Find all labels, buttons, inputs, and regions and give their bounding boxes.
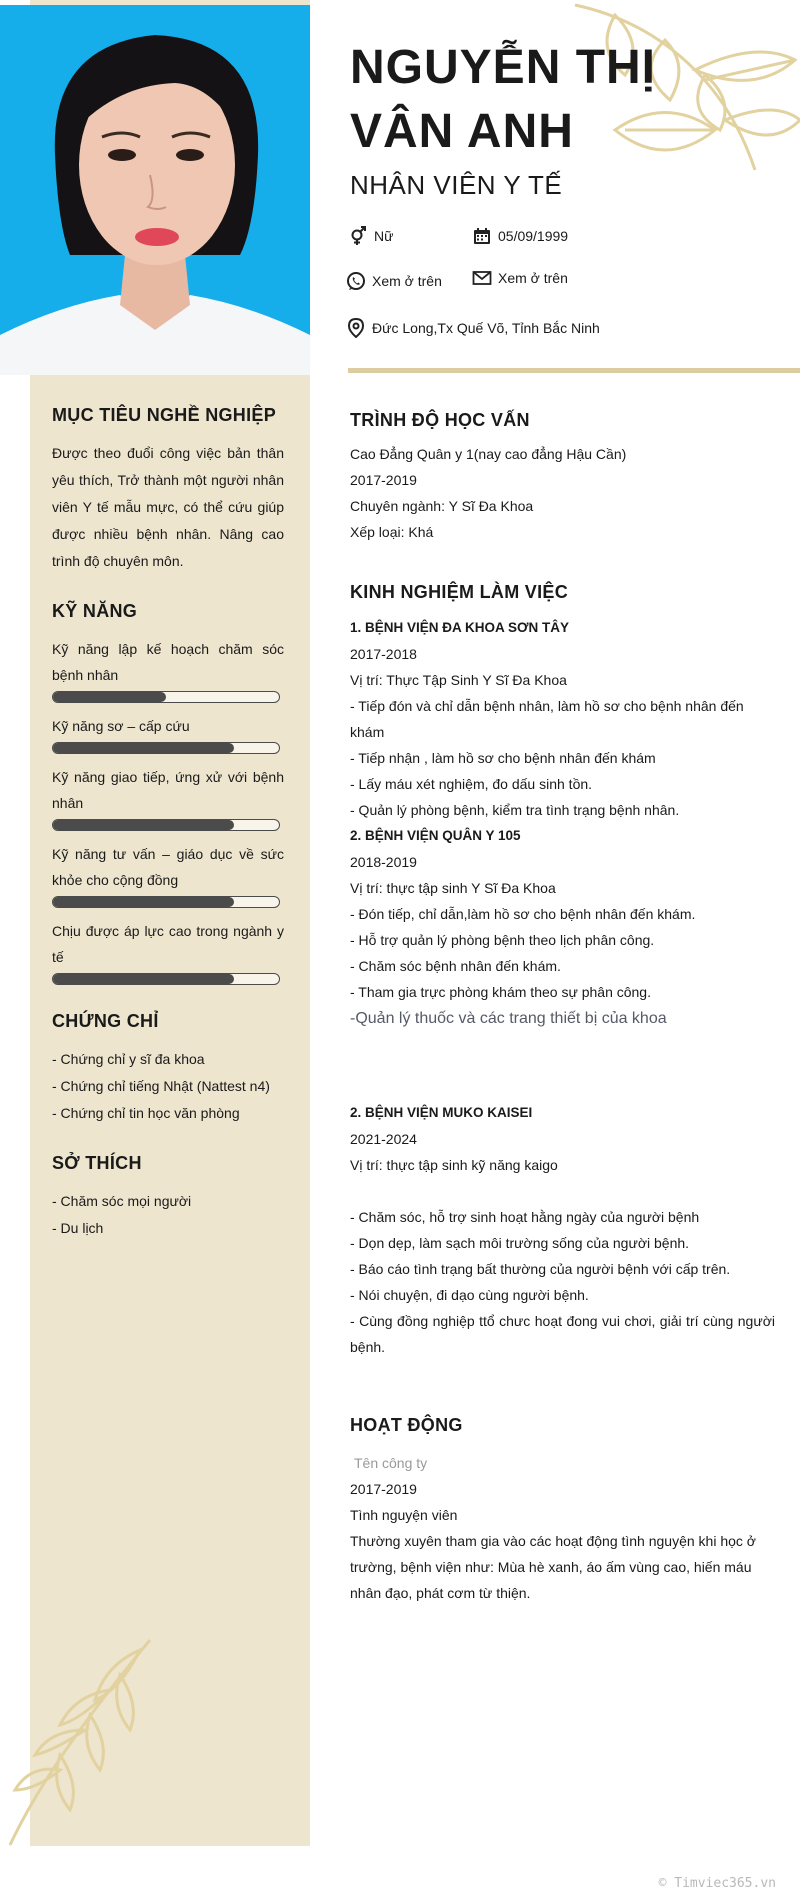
- leaf-decoration-icon: [0, 1630, 170, 1850]
- skill-item: [52, 636, 284, 703]
- job-duty: - Tham gia trực phòng khám theo sự phân công.: [350, 984, 651, 1000]
- job-company: 2. BỆNH VIỆN MUKO KAISEI: [350, 1105, 533, 1120]
- skill-label: Chịu được áp lực cao trong ngành y tế: [52, 923, 284, 965]
- activity-organization: Tên công ty: [354, 1455, 428, 1471]
- job-duty: - Tiếp đón và chỉ dẫn bệnh nhân, làm hồ sơ cho bệnh nhân đến khám: [350, 698, 744, 740]
- hobby-item: - Du lịch: [52, 1220, 104, 1236]
- gender-icon: [348, 226, 368, 246]
- job-duty: - Nói chuyện, đi dạo cùng người bệnh.: [350, 1287, 589, 1303]
- skill-item: [52, 841, 284, 908]
- skill-item: [52, 918, 284, 985]
- objective-title: MỤC TIÊU NGHỀ NGHIỆP: [52, 405, 277, 425]
- job-company: 2. BỆNH VIỆN QUÂN Y 105: [350, 828, 521, 843]
- job-position: Vị trí: Thực Tập Sinh Y Sĩ Đa Khoa: [350, 672, 567, 688]
- job-company: 1. BỆNH VIỆN ĐA KHOA SƠN TÂY: [350, 620, 570, 635]
- job-duty: - Dọn dẹp, làm sạch môi trường sống của người bệnh.: [350, 1235, 690, 1251]
- job-years: 2021-2024: [350, 1131, 417, 1147]
- email-text[interactable]: Xem ở trên: [498, 270, 568, 286]
- skill-bar: [52, 742, 280, 754]
- education-school: Cao Đẳng Quân y 1(nay cao đẳng Hậu Cần): [350, 446, 627, 462]
- job-duty: - Chăm sóc, hỗ trợ sinh hoạt hằng ngày của người bệnh: [350, 1209, 700, 1225]
- skill-bar-fill: [53, 974, 234, 984]
- education-title: TRÌNH ĐỘ HỌC VẤN: [350, 410, 530, 430]
- job-years: 2018-2019: [350, 854, 417, 870]
- hobbies-title: SỞ THÍCH: [52, 1153, 142, 1173]
- gender-text: Nữ: [374, 228, 394, 244]
- certificate-item: - Chứng chỉ tin học văn phòng: [52, 1105, 240, 1121]
- activity-description: Thường xuyên tham gia vào các hoạt động tình nguyện khi học ở trường, bệnh viện như: Mùa hè xanh, áo ấm vùng cao, hiến máu nhân đạo, phát cơm từ thiện.: [350, 1533, 756, 1601]
- skill-bar: [52, 896, 280, 908]
- experience-section: [350, 582, 775, 1033]
- watermark: © Timviec365.vn: [658, 1876, 776, 1891]
- skill-bar-fill: [53, 897, 234, 907]
- skill-bar: [52, 691, 280, 703]
- skill-label: Kỹ năng sơ – cấp cứu: [52, 718, 190, 734]
- skill-bar-fill: [53, 820, 234, 830]
- job-years: 2017-2018: [350, 646, 417, 662]
- job-entry: [350, 1100, 775, 1360]
- education-section: [350, 410, 775, 545]
- job-duty: - Tiếp nhận , làm hồ sơ cho bệnh nhân đến khám: [350, 750, 656, 766]
- gender-info: [348, 226, 393, 246]
- job-duty: - Chăm sóc bệnh nhân đến khám.: [350, 958, 561, 974]
- job-title: NHÂN VIÊN Y TẾ: [350, 170, 563, 200]
- skill-item: [52, 713, 284, 754]
- job-duty: - Báo cáo tình trạng bất thường của người bệnh với cấp trên.: [350, 1261, 731, 1277]
- activities-title: HOẠT ĐỘNG: [350, 1415, 463, 1435]
- job-duty: - Quản lý phòng bệnh, kiểm tra tình trạng bệnh nhân.: [350, 802, 680, 818]
- skill-label: Kỹ năng lập kế hoạch chăm sóc bệnh nhân: [52, 641, 284, 683]
- left-content: [52, 405, 284, 1268]
- candidate-name: NGUYỄN THỊ VÂN ANH: [350, 41, 657, 158]
- activities-section: [350, 1415, 775, 1606]
- job-entry: [350, 823, 775, 1033]
- email-info: [472, 268, 568, 288]
- skills-title: KỸ NĂNG: [52, 601, 138, 621]
- skill-bar-fill: [53, 692, 166, 702]
- header-divider: [348, 368, 800, 373]
- dob-text: 05/09/1999: [498, 228, 569, 244]
- skill-bar: [52, 819, 280, 831]
- objective-text: Được theo đuổi công việc bản thân yêu thích, Trở thành một người nhân viên Y tế mẫu mực, có thể cứu giúp được nhiều bệnh nhân. Nâng cao trình độ chuyên môn.: [52, 445, 284, 569]
- job-duty: - Lấy máu xét nghiệm, đo dấu sinh tồn.: [350, 776, 593, 792]
- certificate-item: - Chứng chỉ y sĩ đa khoa: [52, 1051, 205, 1067]
- location-icon: [346, 318, 366, 338]
- skill-label: Kỹ năng giao tiếp, ứng xử với bệnh nhân: [52, 769, 284, 811]
- certificates-title: CHỨNG CHỈ: [52, 1011, 159, 1031]
- activity-years: 2017-2019: [350, 1481, 417, 1497]
- experience-title: KINH NGHIỆM LÀM VIỆC: [350, 582, 569, 602]
- phone-icon: [346, 271, 366, 291]
- address-info: [346, 318, 600, 338]
- job-duty: - Đón tiếp, chỉ dẫn,làm hồ sơ cho bệnh nhân đến khám.: [350, 906, 696, 922]
- phone-text[interactable]: Xem ở trên: [372, 273, 442, 289]
- education-years: 2017-2019: [350, 472, 417, 488]
- activity-role: Tình nguyện viên: [350, 1507, 458, 1523]
- job-entry: [350, 615, 775, 823]
- address-text: Đức Long,Tx Quế Võ, Tỉnh Bắc Ninh: [372, 320, 600, 336]
- job-duty: - Cùng đồng nghiệp ttổ chưc hoạt đong vui chơi, giải trí cùng người bệnh.: [350, 1313, 775, 1355]
- skill-label: Kỹ năng tư vấn – giáo dục về sức khỏe cho cộng đồng: [52, 846, 284, 888]
- skills-list: [52, 636, 284, 985]
- skill-bar: [52, 973, 280, 985]
- skill-item: [52, 764, 284, 831]
- job-position: Vị trí: thực tập sinh Y Sĩ Đa Khoa: [350, 880, 556, 896]
- hobby-item: - Chăm sóc mọi người: [52, 1193, 192, 1209]
- education-major: Chuyên ngành: Y Sĩ Đa Khoa: [350, 498, 534, 514]
- job-duty: - Hỗ trợ quản lý phòng bệnh theo lịch phân công.: [350, 932, 655, 948]
- skill-bar-fill: [53, 743, 234, 753]
- objective-section: [52, 405, 284, 575]
- job-duty: -Quản lý thuốc và các trang thiết bị của khoa: [350, 1010, 667, 1027]
- job-position: Vị trí: thực tập sinh kỹ năng kaigo: [350, 1157, 558, 1173]
- dob-info: [472, 226, 568, 246]
- hobbies-section: [52, 1153, 284, 1242]
- profile-photo: [0, 5, 310, 375]
- phone-info: [346, 271, 442, 291]
- skills-section: [52, 601, 284, 985]
- education-grade: Xếp loại: Khá: [350, 524, 434, 540]
- calendar-icon: [472, 226, 492, 246]
- email-icon: [472, 268, 492, 288]
- certificate-item: - Chứng chỉ tiếng Nhật (Nattest n4): [52, 1078, 270, 1094]
- certificates-section: [52, 1011, 284, 1127]
